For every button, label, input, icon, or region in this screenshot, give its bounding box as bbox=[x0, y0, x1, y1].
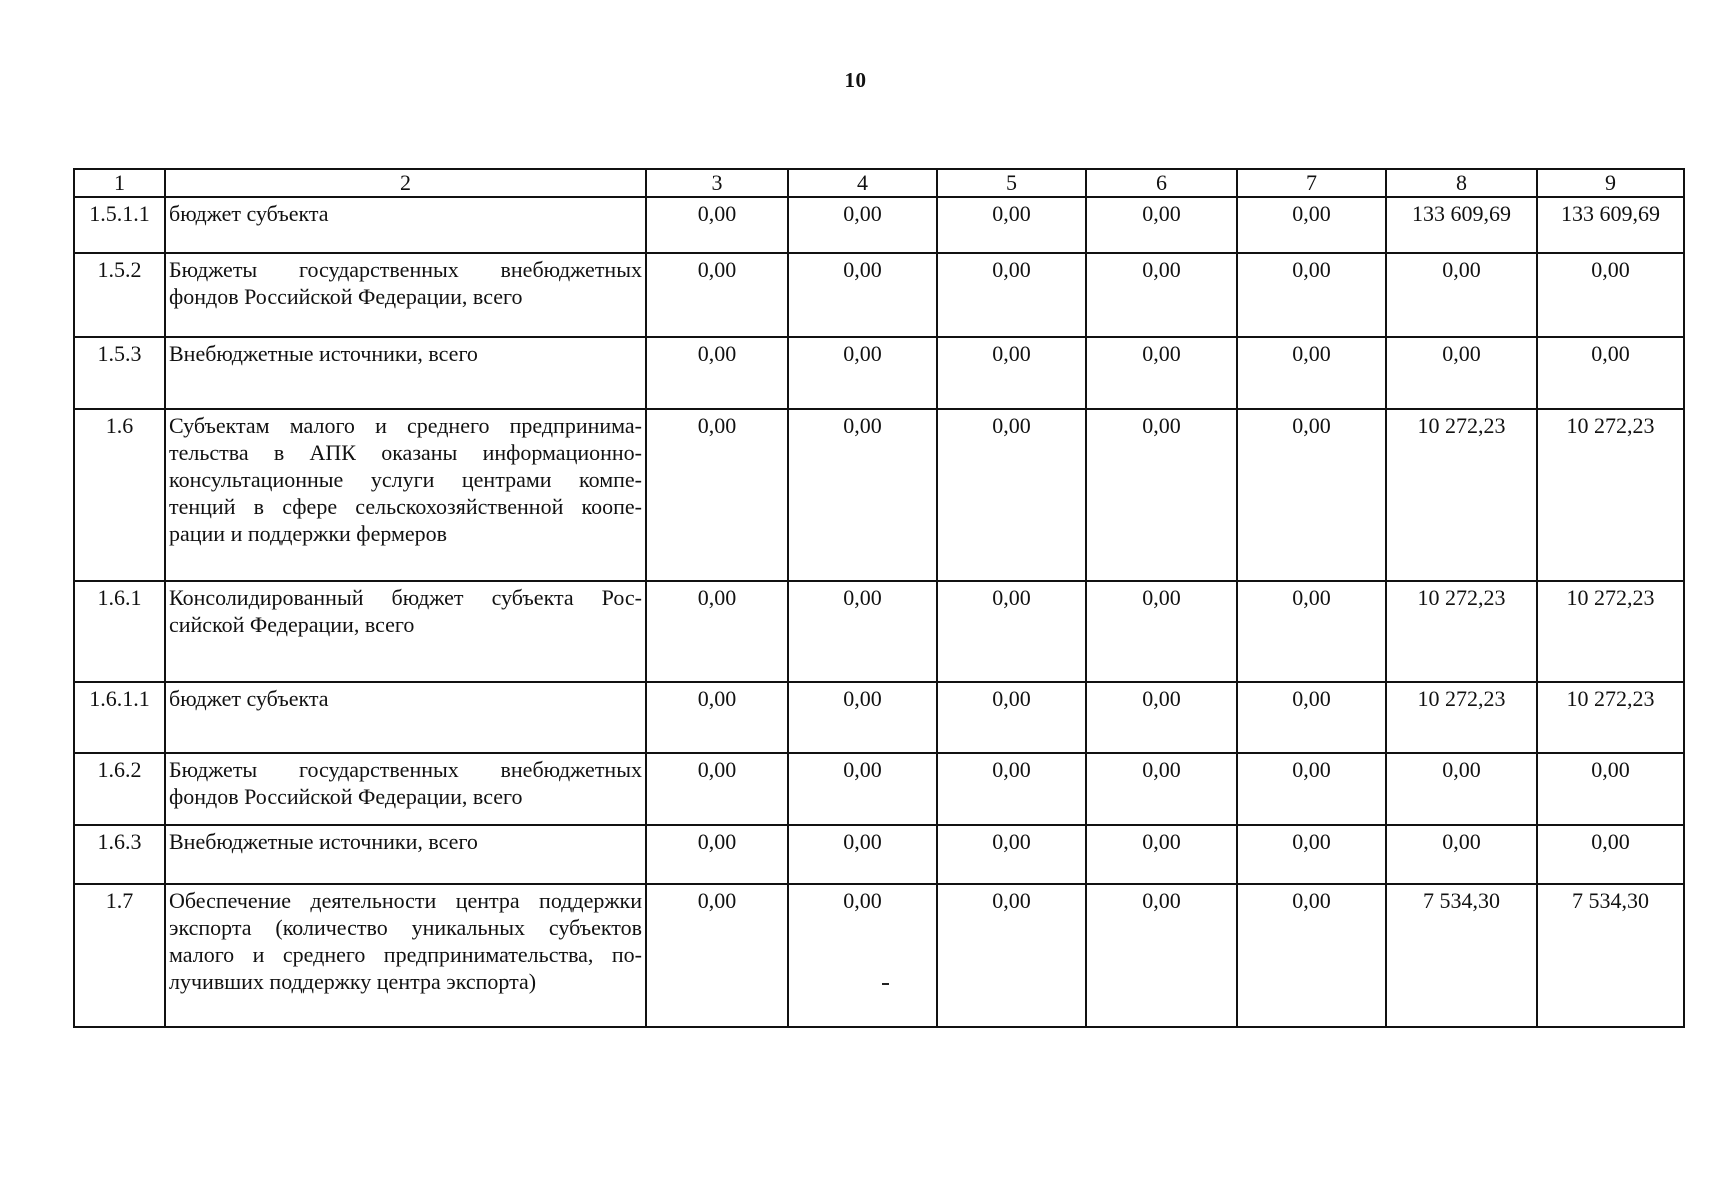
row-value: 0,00 bbox=[1086, 409, 1237, 581]
row-value: 0,00 bbox=[937, 409, 1086, 581]
row-name: Внебюджетные источники, всего bbox=[165, 337, 646, 409]
row-value: 0,00 bbox=[1086, 753, 1237, 825]
column-header: 8 bbox=[1386, 169, 1537, 197]
row-name: Субъектам малого и среднего предпринима-тельства в АПК оказаны информационно-консультационные услуги центрами компе-тенций в сфере сельскохозяйственной коопе-рации и поддержки фермеров bbox=[165, 409, 646, 581]
row-value: 0,00 bbox=[1237, 197, 1386, 253]
column-header: 4 bbox=[788, 169, 937, 197]
row-name: Бюджеты государственных внебюджетных фондов Российской Федерации, всего bbox=[165, 253, 646, 337]
column-header: 9 bbox=[1537, 169, 1684, 197]
row-value: 0,00 bbox=[788, 337, 937, 409]
row-value: 0,00 bbox=[646, 753, 788, 825]
row-value: 0,00 bbox=[937, 825, 1086, 884]
column-header: 6 bbox=[1086, 169, 1237, 197]
row-value: 0,00 bbox=[1537, 253, 1684, 337]
row-value: 0,00 bbox=[1086, 581, 1237, 682]
column-header: 1 bbox=[74, 169, 165, 197]
row-code: 1.7 bbox=[74, 884, 165, 1027]
row-value: 0,00 bbox=[646, 197, 788, 253]
table-row bbox=[74, 682, 1684, 753]
row-value: 10 272,23 bbox=[1386, 581, 1537, 682]
table-row bbox=[74, 825, 1684, 884]
row-code: 1.6.3 bbox=[74, 825, 165, 884]
row-value: 10 272,23 bbox=[1537, 581, 1684, 682]
column-header: 5 bbox=[937, 169, 1086, 197]
row-value: 10 272,23 bbox=[1386, 682, 1537, 753]
table-row bbox=[74, 409, 1684, 581]
row-value: 0,00 bbox=[1386, 825, 1537, 884]
row-code: 1.5.2 bbox=[74, 253, 165, 337]
row-value: 0,00 bbox=[788, 825, 937, 884]
row-name: Обеспечение деятельности центра поддержки экспорта (количество уникальных субъектов малого и среднего предпринимательства, по-лучивших поддержку центра экспорта) bbox=[165, 884, 646, 1027]
row-value: 0,00 bbox=[788, 253, 937, 337]
row-value: 0,00 bbox=[1237, 884, 1386, 1027]
row-value: 0,00 bbox=[937, 197, 1086, 253]
row-value: 0,00 bbox=[1086, 253, 1237, 337]
row-value: 0,00 bbox=[1237, 581, 1386, 682]
budget-table bbox=[73, 168, 1685, 1028]
table-row bbox=[74, 253, 1684, 337]
row-value: 0,00 bbox=[1537, 825, 1684, 884]
row-code: 1.6.1 bbox=[74, 581, 165, 682]
row-name: Консолидированный бюджет субъекта Рос-сийской Федерации, всего bbox=[165, 581, 646, 682]
row-value: 0,00 bbox=[646, 825, 788, 884]
row-value: 10 272,23 bbox=[1386, 409, 1537, 581]
row-value: 0,00 bbox=[1237, 682, 1386, 753]
page-number: 10 bbox=[844, 68, 867, 92]
table-row bbox=[74, 581, 1684, 682]
row-value: 0,00 bbox=[937, 581, 1086, 682]
row-value: 0,00 bbox=[646, 337, 788, 409]
row-value: 0,00 bbox=[646, 409, 788, 581]
row-value: 0,00 bbox=[646, 253, 788, 337]
row-value: 0,00 bbox=[788, 753, 937, 825]
dash-mark bbox=[882, 983, 889, 985]
row-value: 0,00 bbox=[1237, 337, 1386, 409]
column-header: 2 bbox=[165, 169, 646, 197]
row-value: 0,00 bbox=[788, 197, 937, 253]
row-value: 133 609,69 bbox=[1386, 197, 1537, 253]
row-value: 10 272,23 bbox=[1537, 682, 1684, 753]
table-row bbox=[74, 197, 1684, 253]
row-value: 0,00 bbox=[1386, 253, 1537, 337]
row-value: 0,00 bbox=[1086, 682, 1237, 753]
row-value: 0,00 bbox=[1537, 753, 1684, 825]
row-name: бюджет субъекта bbox=[165, 682, 646, 753]
row-value: 0,00 bbox=[937, 337, 1086, 409]
row-value: 7 534,30 bbox=[1386, 884, 1537, 1027]
row-value: 0,00 bbox=[1086, 197, 1237, 253]
row-value: 0,00 bbox=[1386, 337, 1537, 409]
row-code: 1.6.1.1 bbox=[74, 682, 165, 753]
row-value: 0,00 bbox=[1237, 253, 1386, 337]
row-value: 10 272,23 bbox=[1537, 409, 1684, 581]
row-value: 0,00 bbox=[1237, 753, 1386, 825]
row-code: 1.5.3 bbox=[74, 337, 165, 409]
row-name: бюджет субъекта bbox=[165, 197, 646, 253]
row-value: 0,00 bbox=[937, 682, 1086, 753]
row-value: 0,00 bbox=[788, 409, 937, 581]
row-value: 0,00 bbox=[1086, 337, 1237, 409]
row-value: 0,00 bbox=[937, 253, 1086, 337]
row-value: 0,00 bbox=[937, 884, 1086, 1027]
row-value: 0,00 bbox=[937, 753, 1086, 825]
table-row bbox=[74, 753, 1684, 825]
row-value: 0,00 bbox=[646, 884, 788, 1027]
row-value: 0,00 bbox=[788, 682, 937, 753]
row-value: 0,00 bbox=[788, 884, 937, 1027]
row-value: 0,00 bbox=[1237, 825, 1386, 884]
row-value: 7 534,30 bbox=[1537, 884, 1684, 1027]
column-header: 3 bbox=[646, 169, 788, 197]
table-row bbox=[74, 884, 1684, 1027]
row-value: 0,00 bbox=[646, 581, 788, 682]
row-value: 0,00 bbox=[646, 682, 788, 753]
row-value: 0,00 bbox=[788, 581, 937, 682]
header-row bbox=[74, 169, 1684, 197]
row-value: 0,00 bbox=[1086, 825, 1237, 884]
row-name: Внебюджетные источники, всего bbox=[165, 825, 646, 884]
row-code: 1.6.2 bbox=[74, 753, 165, 825]
row-value: 0,00 bbox=[1386, 753, 1537, 825]
row-code: 1.5.1.1 bbox=[74, 197, 165, 253]
column-header: 7 bbox=[1237, 169, 1386, 197]
row-code: 1.6 bbox=[74, 409, 165, 581]
table-row bbox=[74, 337, 1684, 409]
row-value: 0,00 bbox=[1237, 409, 1386, 581]
row-value: 0,00 bbox=[1537, 337, 1684, 409]
row-name: Бюджеты государственных внебюджетных фондов Российской Федерации, всего bbox=[165, 753, 646, 825]
row-value: 0,00 bbox=[1086, 884, 1237, 1027]
row-value: 133 609,69 bbox=[1537, 197, 1684, 253]
